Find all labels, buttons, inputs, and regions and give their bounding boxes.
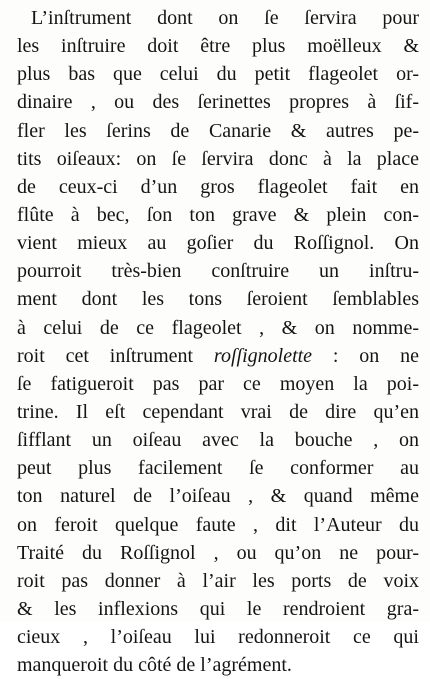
text-line: manqueroit du côté de l’agrément.	[17, 654, 292, 677]
text-line-with-italic	[17, 342, 419, 370]
text-line: de ceux-ci d’un gros flageolet fait en	[17, 175, 419, 198]
text-line: tits oiſeaux: on ſe ſervira donc à la place	[17, 147, 419, 170]
text-line: à celui de ce flageolet , & on nomme-	[17, 316, 419, 339]
text-line: Traité du Roſſignol , ou qu’on ne pour-	[17, 541, 419, 564]
text-line: trine. Il eſt cependant vrai de dire qu’en	[17, 400, 419, 423]
text-line: roit pas donner à l’air les ports de voix	[17, 569, 419, 592]
text-line: peut plus facilement ſe conformer au	[17, 457, 419, 480]
text-line: plus bas que celui du petit flageolet or-	[17, 63, 419, 86]
text-line: dinaire , ou des ſerinettes propres à ſif-	[17, 91, 419, 114]
text-line: L’inſtrument dont on ſe ſervira pour	[31, 7, 419, 29]
text-line: flûte à bec, ſon ton grave & plein con-	[17, 203, 419, 226]
text-line: ſifflant un oiſeau avec la bouche , on	[17, 429, 419, 452]
text-line: les inſtruire doit être plus moëlleux &	[17, 35, 419, 58]
text-line: on feroit quelque faute , dit l’Auteur du	[17, 513, 419, 536]
text-line: vient mieux au goſier du Roſſignol. On	[17, 232, 419, 255]
text-line: pourroit très-bien conſtruire un inſtru-	[17, 260, 419, 283]
text-line: ſe fatigueroit pas par ce moyen la poi-	[17, 372, 419, 395]
line-text-before: roit cet inſtrument	[17, 344, 214, 367]
text-line: & les inflexions qui le rendroient gra-	[17, 597, 419, 620]
text-line: fler les ſerins de Canarie & autres pe-	[17, 119, 419, 142]
line-text-after: : on ne	[312, 344, 419, 367]
paragraph	[17, 4, 419, 679]
text-line: ment dont les tons ſeroient ſemblables	[17, 288, 419, 311]
italic-term: roſſignolette	[213, 344, 313, 367]
text-line: cieux , l’oiſeau lui redonneroit ce qui	[17, 626, 419, 649]
text-line: ton naturel de l’oiſeau , & quand même	[17, 485, 419, 508]
